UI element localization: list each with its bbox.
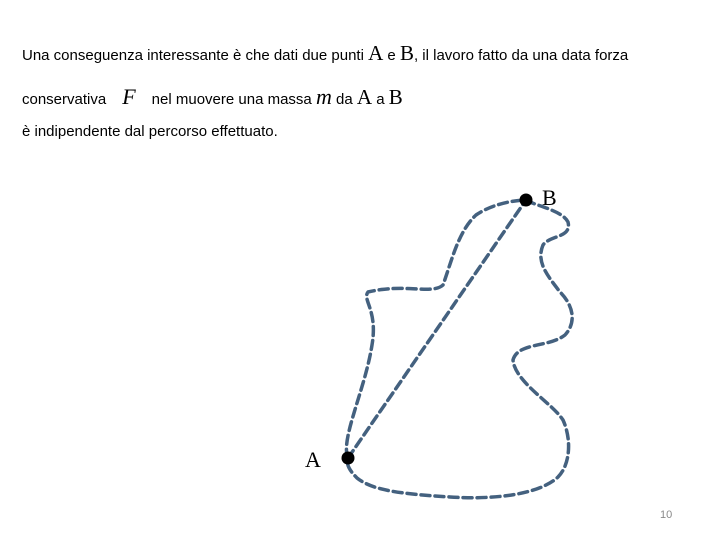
point-a-label: A — [305, 447, 321, 472]
point-b-dot — [520, 194, 533, 207]
text-segment: nel muovere una massa — [151, 91, 316, 108]
point-a-dot — [342, 452, 355, 465]
text-segment: Una conseguenza interessante è che dati due punti — [22, 47, 369, 64]
text-segment: da — [331, 91, 357, 108]
math-point-b: B — [388, 85, 403, 109]
math-point-b: B — [399, 41, 414, 65]
math-point-a: A — [356, 85, 373, 109]
point-b-label: B — [542, 185, 557, 210]
text-segment: e — [383, 47, 400, 64]
math-point-a: A — [368, 41, 384, 65]
math-force-f: F — [122, 84, 136, 109]
text-line-3: è indipendente dal percorso effettuato. — [22, 123, 278, 140]
math-mass-m: m — [315, 84, 332, 109]
text-segment: a — [372, 91, 389, 108]
curved-path — [346, 200, 572, 498]
text-segment: conservativa — [22, 91, 107, 108]
text-segment: , il lavoro fatto da una data forza — [413, 47, 629, 64]
page-number: 10 — [660, 509, 673, 521]
